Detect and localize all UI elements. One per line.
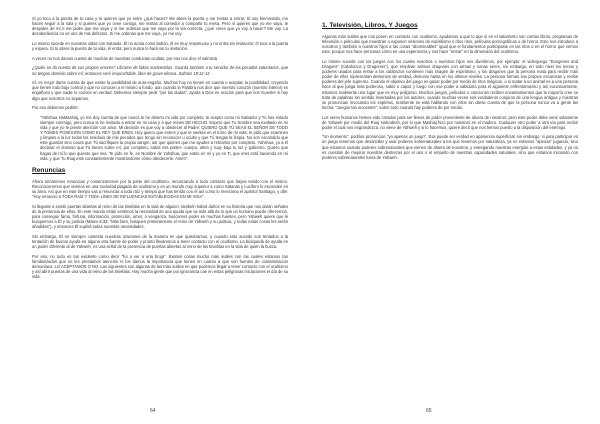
paragraph-tv: Algunas más sutiles que nos ponen en contacto con ocultismo, ayudamos a que lo que sí en el satanismo son ciertas libros, programas de televisión o películas que muestran o exponen sesiones de espiritismo o ritos ritos, películas pornográficas o de horror. Esto nos introduce a nosotros y también a nuestros hijos a las cosas "abominables" igual que el fundamentos participaste en las ritos o en el horror que vemos este, porque nos hace personas cómo en una experiencia y nos hace "entrar" en la dimensión del ocultismo. xyxy=(322,34,578,55)
section-heading-tv-books-games: 1. Televisión, Libros, Y Juegos xyxy=(322,22,418,29)
page-number-left: 64 xyxy=(150,408,156,414)
paragraph-open-doors: Si llegaste a existir puertas abiertas al reino de las tinieblas en la vida de alguien, también habrá daños en su historia que nos darán señales de la presencia de ellos. En este mundo están sentimos la necesidad de una ayuda que va más allá de lo que un humano puede ofrecernos, para conseguir fama, fortuna, información, protección, amor, o venganza, buscamos poder en muchas fuentes, pero Yahweh quiere que le busquemos a Él y su justicia (Mateo 6:33: "Más bien, busquen primeramente el reino de Yahweh y su justicia, y todas estas cosas les serán añadidas"), y entonces Él suplirá todas nuestras necesidades. xyxy=(32,203,288,230)
psalm-quote: ¿Quién se da cuenta de sus propios errores? Líbrame de faltas inadvertidas. Guarda también a tu servidor de los pecados voluntarios, que no tengan dominio sobre mí; entonces seré irreprochable, libre de grave ofensa. Salmos 19:12-13 xyxy=(32,65,288,76)
paragraph-hidden-conduct: A veces no nos damos cuenta de muchas de nuestras conductas ocultas, por eso nos dice el salmista xyxy=(32,55,218,61)
paragraph-door: Si yo toco a la puerta de tu casa y tú quieres que yo entre ¿qué haces? Me abres la puerta y me invitas a entrar. Si soy bienvenida, me haces seguir a la sala y si quieres que yo cene contigo, me invitas al comedor a compartir tu mesa. Pero si quieres que yo me vaya, te despides de mí o me pides que me vaya y si me ordenas que me vaya por la vía correcta, ¿qué crees que yo voy a hacer? Me voy. La desobediencia no es uno de mis defectos. Si me ordenas que me vaya, yo me voy. xyxy=(32,16,288,37)
paragraph-self-deception: Sí; es mejor darse cuenta de que existe la posibilidad de auto-engaño. Muchos hoy no tienen en cuenta o aceptan la posibilidad, creyendo que tienen todo bajo control y que no conocen a el mismo a fondo, aún cuando la Palabra nos dice que nuestro corazón (nuestro interior) es engañoso y que nadie lo conoce en verdad. Debemos siempre pedir "por las dudas", ayuda a Dios en oración para que nos muestre si hay algo que nosotros no sepamos. xyxy=(32,80,288,101)
paragraph-renunciations: Ahora tomaremos renuncias y comenzaremos por la parte del ocultismo, renunciando a todo contacto que hayas tenido con el mismo. Reconoceremos que vivimos en una sociedad plagada de ocultismo y es un mundo muy superior a como Satanás y Lucifero lo esconden en su área. Así que en este tiempo vas a renunciar a toda raíz y tiempo que has tenido con él así como lo menciona el apóstol Santiago, y dile: "Hoy renuncio a TODA RAÍZ Y TODA LÍNEA DE INFLUENCIAS ESTABLECIDAS EN MI VIDA". xyxy=(32,178,288,199)
paragraph-just-a-game: "Un momento", podrías pronunciar, "yo apenas un juego". Esa puede ser verdad en apariencia superficial; sin embargo, si para participar en un juego tenemos que desarrollar y usar poderes sobrenaturales a los que tenemos por naturaleza, ya no estamos "apenas" jugando, sino que estamos usando poderes sobrenaturales que vienen de afuera de nosotros, y entregando nuestras energías a estas entidades, y ya no es cuestión de mejorar nuestras destrezas por el uso o el empeño de nuestras capacidades naturales, sino que estamos iniciando con poderes sobrenaturales fuera de Yahweh. xyxy=(322,134,578,160)
paragraph-ask: Por eso debemos pedirle: xyxy=(32,105,79,111)
page-number-right: 65 xyxy=(426,408,432,414)
paragraph-games: Lo mismo sucede con los juegos con los cuales nosotros o nuestros hijos nos divertimos, por ejemplo: el videojuego "Dungeons and Dragons" (Calabozos y Dragones"), que emplean salmos dragones con armas y sonas seres, sin embargo, en todo nivel los reinos y poderes usados para entrar a los calabozos contienen más imagen de espiritismo, y los dragones que la persona mata para recibir más poder de ellos representan demonios de verdad, demonio hasta en los últimos niveles. La persona formas sus propios escarosas y recibe poderes del jefe supremo. Cuando el objetivo del juego es ganar poder por medio de ritos mágicos, o si matar a un animal es a una persona hace al que juega más poderoso, sabio o capaz y luego con ese poder a sabiduría para el siguiente enfrentamiento y así sucesivamente, estamos realmente una lugar que es muy peligroso. Muchos juegos, películas o canciones reciben encantamientos que la mayoría cree se trata de palabras sin sentido inventadas por los autores, cuando muchas veces son verdaderos conjuros de una lengua antigua y mientras se pronuncian invocando los espíritus, realmente se está hablando con ellos sin darse cuenta de que la persona nunca va a gente las hecha. "Juegos tan inocentes", sobre todo cuando hay poderes de por medio. xyxy=(322,58,578,110)
right-page xyxy=(300,0,600,424)
paragraph-satan: Lo mismo sucede en nuestras vidas con Satanás. Él no actúa como ladrón, él es muy respetuoso y no entra sin invitación; él toca a la puerta y espera. Si tú abres la puerta de tu vida, él entra; pero nunca lo hará sin tu invitación. xyxy=(32,40,288,52)
section-heading-renuncias: Renuncias xyxy=(32,166,66,174)
paragraph-power: Los seres humanos hemos sido creados para ser llenos de poder proveniente de afuera de nosotros; pero este poder debe venir solamente de Yahweh por medio del Ruaj HaKodesh, por lo que Mashiaj hizo por nosotros en el madero. Cualquier otro poder a otra vía para recibir poder el cual nos engrandezca, no viene de Yahweh y si lo hacemos, quiere decir que nos hemos puesto a la disposición del enemigo. xyxy=(322,114,578,130)
prayer-block: "Yahshua HaMashiaj, yo me doy cuenta de que nunca te he abierto mi vida por completo, te acepto como mi Salvador y Tú has estado siempre conmigo, pero nunca te he invitado a entrar en mi casa y a que reines DE HECHO. Espero que Tu Nombre sea exaltado en mi vida y que yo te preste atención con amor. Mi decisión es que voy a obedecer al Padre: QUIERO QUE TÚ SEAS EL SEÑOR DE TODO Y TOMES POSESIÓN COMO EL REY QUE ERES. Hoy quiero que entres y que te sientes en el trono de mi vida; te pido que examines y limpies a la luz todos los residuos de mis pecados que tengo sin reconocer u oculto y que Tú tengas la limpia. No son escondido que este guardar sino cosas que Tú sacrifiques tu propia sangre; así que quieres que me ayudes a retirarlos por completo. Yahshua, yo a él declarar el dominio que Tú tienes sobre mí, por completo, todas mis partes -cuerpo, alma y ruaj- bajo tu luz y gobierno. Quiero que hagas de mí lo que quieras que sea. Te pido en fe, en Nombre de Yahshua, que estés en mi y yo en Ti, que eres está haciendo en mí vida, y que Tu Ruaj esté constantemente mostrándome cómo obedecerte. Amén". xyxy=(40,114,288,161)
paragraph-subtle: Por eso, no todo es tan evidente como decir "fui a ver a una bruja". Existen cosas mucho más sutiles con las cuales estamos tan familiarizados que no les prestamos atención ni los damos la importancia que tienen en cuanto a que son fuentes de contaminación demoníaca: LO ACEPTAMOS O NO. Las siguientes son algunas de las más sutiles en que podemos llegar a tener contacto con el ocultismo y así abrir puertas de una vida al reino de las tinieblas. Hay mucha gente que por ignorancia cae en estas peligrosas iniciaciones el día de su vida. xyxy=(32,253,289,279)
paragraph-prayers: Sin embargo, Él no siempre contesta nuestras oraciones de la manera en que quisiéramos, y cuando esto sucede son tentados a la tentación de buscar ayuda en alguna otra fuente de poder y pronto llevaremos a tener contacto con el ocultismo. La búsqueda de ayuda en un poder diferente al de Yahweh, es una señal de la presencia de puertas abiertas al reino de las tinieblas en la vida de quien la busca. xyxy=(32,233,288,249)
